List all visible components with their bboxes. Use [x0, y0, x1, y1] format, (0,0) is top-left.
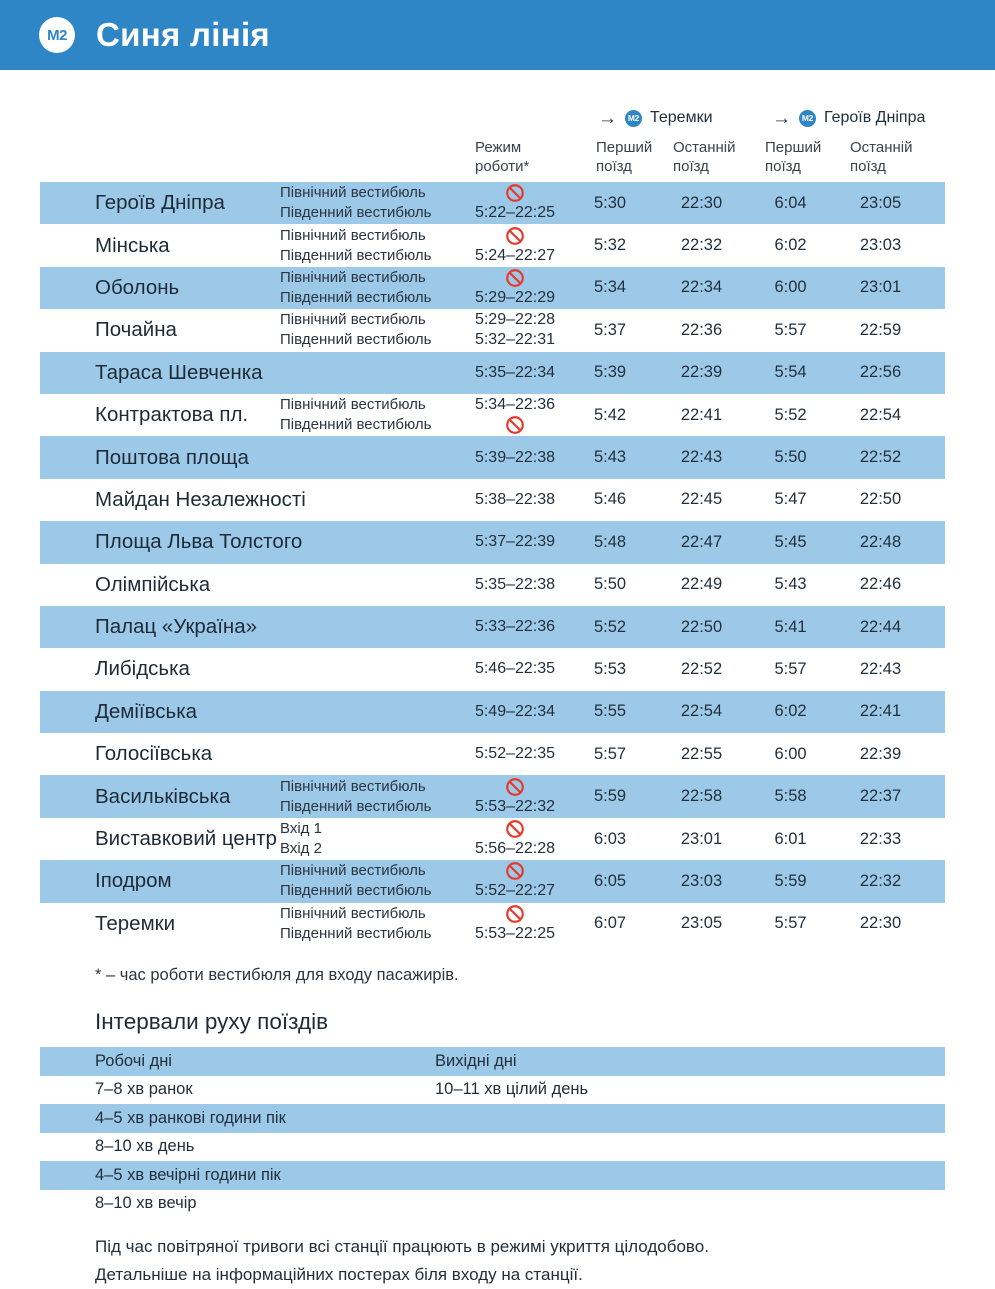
line-header [0, 0, 995, 70]
working-hours [465, 268, 565, 308]
first-train-heroiv: 5:57 [774, 914, 807, 933]
last-train-teremky: 22:30 [680, 193, 723, 212]
station-row [40, 224, 945, 266]
vestibule-labels [280, 395, 465, 435]
col-station-spacer [40, 138, 280, 176]
working-hours [465, 532, 565, 552]
air-alert-line2: Детальніше на інформаційних постерах біля входу на станції. [95, 1265, 583, 1285]
station-name: Героїв Дніпра [95, 191, 225, 215]
air-alert-line1: Під час повітряної тривоги всі станції працюють в режимі укриття цілодобово. [95, 1237, 709, 1257]
vestibule-labels [280, 183, 465, 223]
working-hours [465, 490, 565, 510]
first-train-teremky: 6:03 [593, 829, 627, 848]
vestibule-labels [280, 819, 465, 859]
first-train-heroiv: 6:01 [774, 829, 807, 848]
first-train-heroiv: 5:41 [774, 617, 807, 636]
vestibule-labels [280, 904, 465, 944]
first-train-teremky: 5:55 [593, 702, 627, 721]
page-title: Синя лінія [96, 16, 270, 53]
working-hours [465, 575, 565, 595]
first-train-heroiv: 5:52 [774, 405, 807, 424]
working-hours [465, 702, 565, 722]
working-hours-value: 5:46–22:35 [474, 660, 556, 678]
vestibule-labels [280, 861, 465, 901]
intervals-table [40, 1047, 945, 1218]
direction-row [40, 105, 945, 131]
vestibule-label: Південний вестибюль [280, 331, 432, 349]
interval-row [40, 1076, 945, 1105]
intervals-title: Інтервали руху поїздів [95, 1009, 329, 1035]
last-train-heroiv: 22:44 [859, 617, 902, 636]
vestibule-label: Північний вестибюль [280, 268, 426, 286]
interval-row [40, 1133, 945, 1162]
vestibule-labels [280, 268, 465, 308]
vestibule-label: Південний вестибюль [280, 924, 432, 942]
first-train-heroiv: 5:54 [774, 363, 807, 382]
first-train-heroiv: 5:59 [774, 871, 807, 890]
closed-indicator [465, 226, 565, 246]
station-name: Почайна [95, 318, 177, 342]
working-hours-value: 5:34–22:36 [474, 396, 556, 414]
working-hours-value: 5:37–22:39 [474, 533, 556, 551]
last-train-teremky: 22:54 [680, 702, 723, 721]
station-timetable [40, 182, 945, 945]
working-hours-value: 5:52–22:27 [474, 882, 556, 900]
station-row [40, 521, 945, 563]
last-train-teremky: 22:47 [680, 532, 723, 551]
col-first-train-teremky: Перший поїзд [596, 139, 653, 175]
m2-line-icon: M2 [799, 110, 816, 127]
last-train-teremky: 22:43 [680, 448, 723, 467]
first-train-teremky: 5:34 [593, 278, 627, 297]
vestibule-label: Північний вестибюль [280, 777, 426, 795]
interval-row [40, 1047, 945, 1076]
working-hours [465, 861, 565, 901]
closed-indicator [465, 819, 565, 839]
m2-line-icon: M2 [39, 17, 75, 53]
timetable-header [40, 105, 945, 176]
working-hours [465, 659, 565, 679]
column-labels-row [40, 138, 945, 176]
interval-weekend: 10–11 хв цілий день [435, 1080, 589, 1099]
last-train-heroiv: 22:39 [859, 744, 902, 763]
last-train-teremky: 22:39 [680, 363, 723, 382]
closed-indicator [465, 183, 565, 203]
vestibule-label: Північний вестибюль [280, 904, 426, 922]
station-name: Поштова площа [95, 445, 249, 469]
first-train-teremky: 5:57 [593, 744, 627, 763]
vestibule-label: Південний вестибюль [280, 797, 432, 815]
last-train-teremky: 22:45 [680, 490, 723, 509]
vestibule-label: Південний вестибюль [280, 882, 432, 900]
working-hours [465, 395, 565, 435]
station-row [40, 267, 945, 309]
col-last-train-heroiv: Останній поїзд [850, 139, 913, 175]
interval-weekday: Робочі дні [95, 1051, 172, 1070]
station-name: Іподром [95, 869, 172, 893]
last-train-heroiv: 22:30 [859, 914, 902, 933]
interval-weekend: Вихідні дні [435, 1051, 517, 1070]
working-hours-value: 5:29–22:28 [474, 311, 556, 329]
working-hours [465, 310, 565, 350]
first-train-teremky: 5:50 [593, 575, 627, 594]
first-train-heroiv: 6:00 [774, 744, 807, 763]
last-train-teremky: 22:52 [680, 659, 723, 678]
interval-weekday: 7–8 хв ранок [95, 1080, 193, 1099]
footnote: * – час роботи вестибюля для входу пасажирів. [95, 966, 459, 985]
vestibule-labels [280, 226, 465, 266]
col-vestibule-spacer [280, 138, 465, 176]
working-hours-value: 5:22–22:25 [474, 204, 556, 222]
first-train-teremky: 5:39 [593, 363, 627, 382]
first-train-heroiv: 5:57 [774, 659, 807, 678]
station-name: Контрактова пл. [95, 403, 249, 427]
working-hours [465, 183, 565, 223]
last-train-heroiv: 23:05 [859, 193, 902, 212]
working-hours [465, 617, 565, 637]
closed-indicator [465, 861, 565, 881]
station-row [40, 606, 945, 648]
station-name: Площа Льва Толстого [95, 530, 303, 554]
vestibule-label: Північний вестибюль [280, 311, 426, 329]
direction-name: Теремки [650, 109, 713, 126]
vestibule-label: Південний вестибюль [280, 416, 432, 434]
last-train-heroiv: 22:41 [859, 702, 902, 721]
no-entry-icon [505, 268, 525, 288]
no-entry-icon [505, 415, 525, 435]
last-train-teremky: 22:58 [680, 787, 723, 806]
first-train-heroiv: 5:57 [774, 320, 807, 339]
station-row [40, 436, 945, 478]
station-row [40, 733, 945, 775]
no-entry-icon [505, 226, 525, 246]
last-train-teremky: 22:41 [680, 405, 723, 424]
working-hours [465, 819, 565, 859]
first-train-heroiv: 5:50 [774, 448, 807, 467]
vestibule-label: Південний вестибюль [280, 288, 432, 306]
station-name: Мінська [95, 233, 170, 257]
first-train-teremky: 5:59 [593, 787, 627, 806]
direction-name: Героїв Дніпра [824, 109, 926, 126]
no-entry-icon [505, 819, 525, 839]
interval-row [40, 1161, 945, 1190]
working-hours-value: 5:49–22:34 [474, 702, 556, 720]
station-name: Палац «Україна» [95, 615, 258, 639]
last-train-teremky: 23:01 [680, 829, 723, 848]
interval-row [40, 1104, 945, 1133]
direction-heroiv-dnipra [748, 109, 925, 128]
last-train-teremky: 22:36 [680, 320, 723, 339]
vestibule-labels [280, 777, 465, 817]
last-train-teremky: 22:34 [680, 278, 723, 297]
no-entry-icon [505, 183, 525, 203]
first-train-heroiv: 6:00 [774, 278, 807, 297]
last-train-teremky: 22:32 [680, 236, 723, 255]
working-hours-value: 5:24–22:27 [474, 246, 556, 264]
working-hours [465, 226, 565, 266]
first-train-heroiv: 6:02 [774, 236, 807, 255]
station-name: Голосіївська [95, 742, 213, 766]
closed-indicator [465, 268, 565, 288]
working-hours-value: 5:33–22:36 [474, 618, 556, 636]
station-name: Теремки [95, 911, 176, 935]
working-hours-value: 5:52–22:35 [474, 745, 556, 763]
last-train-heroiv: 22:46 [859, 575, 902, 594]
last-train-heroiv: 22:37 [859, 787, 902, 806]
working-hours-value: 5:35–22:34 [474, 363, 556, 381]
vestibule-label: Вхід 2 [280, 840, 322, 858]
station-row [40, 479, 945, 521]
station-row [40, 309, 945, 351]
vestibule-label: Північний вестибюль [280, 396, 426, 414]
first-train-teremky: 5:42 [593, 405, 627, 424]
m2-line-icon: M2 [625, 110, 642, 127]
working-hours-value: 5:39–22:38 [474, 448, 556, 466]
working-hours [465, 744, 565, 764]
vestibule-label: Північний вестибюль [280, 184, 426, 202]
working-hours-value: 5:53–22:32 [474, 797, 556, 815]
working-hours-value: 5:32–22:31 [474, 331, 556, 349]
working-hours [465, 448, 565, 468]
last-train-heroiv: 23:03 [859, 236, 902, 255]
closed-indicator [465, 904, 565, 924]
last-train-teremky: 23:05 [680, 914, 723, 933]
first-train-teremky: 6:05 [593, 871, 627, 890]
station-row [40, 691, 945, 733]
vestibule-label: Вхід 1 [280, 820, 322, 838]
closed-indicator [465, 777, 565, 797]
station-name: Олімпійська [95, 572, 211, 596]
closed-indicator [465, 415, 565, 435]
no-entry-icon [505, 861, 525, 881]
working-hours [465, 904, 565, 944]
first-train-teremky: 5:46 [593, 490, 627, 509]
first-train-heroiv: 5:47 [774, 490, 807, 509]
station-row [40, 352, 945, 394]
col-last-train-teremky: Останній поїзд [673, 139, 736, 175]
last-train-teremky: 22:49 [680, 575, 723, 594]
interval-weekday: 8–10 хв день [95, 1137, 195, 1156]
station-name: Майдан Незалежності [95, 487, 306, 511]
working-hours [465, 777, 565, 817]
col-first-train-heroiv: Перший поїзд [765, 139, 822, 175]
last-train-heroiv: 22:54 [859, 405, 902, 424]
first-train-teremky: 5:53 [593, 659, 627, 678]
interval-weekday: 4–5 хв ранкові години пік [95, 1108, 286, 1127]
working-hours-value: 5:29–22:29 [474, 288, 556, 306]
first-train-heroiv: 6:02 [774, 702, 807, 721]
station-name: Деміївська [95, 699, 198, 723]
first-train-teremky: 5:43 [593, 448, 627, 467]
last-train-teremky: 23:03 [680, 871, 723, 890]
air-alert-note [95, 1233, 995, 1289]
first-train-teremky: 6:07 [593, 914, 627, 933]
station-row [40, 860, 945, 902]
direction-teremky [565, 109, 748, 128]
last-train-teremky: 22:50 [680, 617, 723, 636]
interval-weekday: 8–10 хв вечір [95, 1194, 197, 1213]
last-train-heroiv: 22:48 [859, 532, 902, 551]
station-row [40, 394, 945, 436]
working-hours-value: 5:35–22:38 [474, 575, 556, 593]
arrow-right-icon: → [772, 107, 791, 129]
last-train-heroiv: 22:32 [859, 871, 902, 890]
first-train-teremky: 5:52 [593, 617, 627, 636]
working-hours-value: 5:38–22:38 [474, 490, 556, 508]
vestibule-label: Північний вестибюль [280, 226, 426, 244]
last-train-heroiv: 22:50 [859, 490, 902, 509]
first-train-heroiv: 5:43 [774, 575, 807, 594]
station-row [40, 564, 945, 606]
working-hours-value: 5:53–22:25 [474, 924, 556, 942]
last-train-heroiv: 22:43 [859, 659, 902, 678]
station-row [40, 775, 945, 817]
no-entry-icon [505, 904, 525, 924]
last-train-heroiv: 23:01 [859, 278, 902, 297]
working-hours [465, 363, 565, 383]
station-row [40, 648, 945, 690]
first-train-heroiv: 6:04 [774, 193, 807, 212]
station-row [40, 818, 945, 860]
last-train-heroiv: 22:33 [859, 829, 902, 848]
arrow-right-icon: → [598, 107, 617, 129]
last-train-heroiv: 22:52 [859, 448, 902, 467]
station-name: Виставковий центр [95, 827, 277, 851]
station-row [40, 182, 945, 224]
station-row [40, 903, 945, 945]
first-train-teremky: 5:37 [593, 320, 627, 339]
vestibule-label: Південний вестибюль [280, 246, 432, 264]
working-hours-value: 5:56–22:28 [474, 840, 556, 858]
station-name: Либідська [95, 657, 190, 681]
last-train-heroiv: 22:56 [859, 363, 902, 382]
vestibule-label: Північний вестибюль [280, 862, 426, 880]
first-train-heroiv: 5:58 [774, 787, 807, 806]
first-train-teremky: 5:30 [593, 193, 627, 212]
first-train-teremky: 5:32 [593, 236, 627, 255]
last-train-heroiv: 22:59 [859, 320, 902, 339]
interval-weekday: 4–5 хв вечірні години пік [95, 1165, 281, 1184]
first-train-heroiv: 5:45 [774, 532, 807, 551]
first-train-teremky: 5:48 [593, 532, 627, 551]
station-name: Васильківська [95, 784, 231, 808]
station-name: Тараса Шевченка [95, 360, 263, 384]
no-entry-icon [505, 777, 525, 797]
vestibule-label: Південний вестибюль [280, 204, 432, 222]
vestibule-labels [280, 310, 465, 350]
interval-row [40, 1190, 945, 1219]
last-train-teremky: 22:55 [680, 744, 723, 763]
col-working-hours: Режим роботи* [475, 139, 530, 175]
station-name: Оболонь [95, 275, 180, 299]
